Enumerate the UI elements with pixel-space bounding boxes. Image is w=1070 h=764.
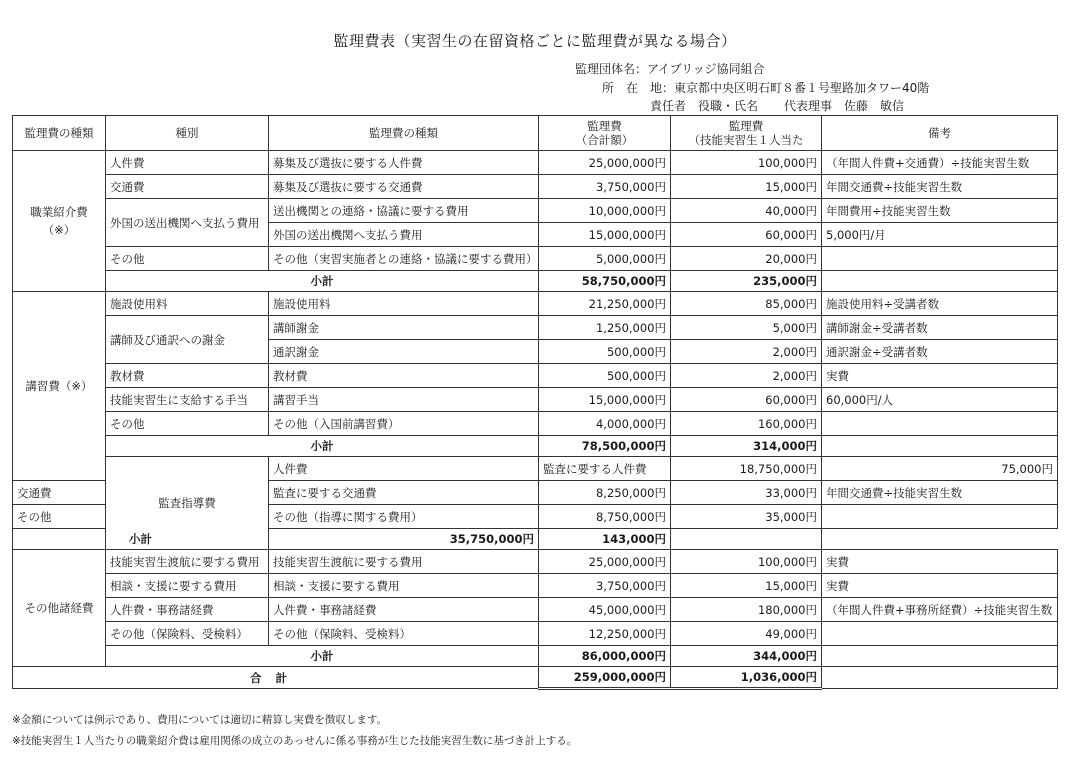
kind-cell: 人件費・事務諸経費 bbox=[106, 598, 269, 622]
table-row bbox=[13, 388, 1058, 412]
remarks-cell: 実費 bbox=[822, 574, 1058, 598]
table-row bbox=[13, 457, 1058, 481]
table-row bbox=[13, 412, 1058, 436]
total-cell: 1,250,000円 bbox=[539, 316, 671, 340]
subtotal-total: 86,000,000円 bbox=[539, 646, 671, 667]
header-kind: 種別 bbox=[106, 116, 269, 151]
remarks-cell: 講師謝金÷受講者数 bbox=[822, 316, 1058, 340]
header-total-main: 監理費 bbox=[587, 119, 622, 133]
per-person-cell: 5,000円 bbox=[671, 316, 822, 340]
footnote: ※技能実習生１人当たりの職業紹介費は雇用関係の成立のあっせんに係る事務が生じた技能実習生数に基づき計上する。 bbox=[12, 735, 578, 747]
org-person-line bbox=[650, 97, 904, 114]
total-cell: 25,000,000円 bbox=[539, 550, 671, 574]
org-address-line bbox=[602, 79, 929, 96]
detail-cell: 監査に要する交通費 bbox=[269, 481, 539, 505]
subtotal-row bbox=[13, 436, 1058, 457]
grand-total-per-person: 1,036,000円 bbox=[671, 667, 822, 689]
detail-cell: 講師謝金 bbox=[269, 316, 539, 340]
subtotal-remarks bbox=[671, 529, 822, 550]
org-address: 東京都中央区明石町８番１号聖路加タワー40階 bbox=[674, 81, 930, 95]
per-person-cell: 85,000円 bbox=[671, 292, 822, 316]
table-row bbox=[13, 199, 1058, 223]
detail-cell: 募集及び選抜に要する人件費 bbox=[269, 151, 539, 175]
table-row bbox=[13, 292, 1058, 316]
org-person-label: 責任者 役職・氏名 bbox=[650, 99, 759, 113]
document-title: 監理費表（実習生の在留資格ごとに監理費が異なる場合） bbox=[333, 32, 737, 50]
total-cell: 15,000,000円 bbox=[539, 388, 671, 412]
per-person-cell: 100,000円 bbox=[671, 550, 822, 574]
total-cell: 8,250,000円 bbox=[539, 481, 671, 505]
remarks-cell: 通訳謝金÷受講者数 bbox=[822, 340, 1058, 364]
kind-cell: 施設使用料 bbox=[106, 292, 269, 316]
detail-cell: その他（実習実施者との連絡・協議に要する費用） bbox=[269, 247, 539, 271]
per-person-cell: 20,000円 bbox=[671, 247, 822, 271]
remarks-cell: 実費 bbox=[822, 364, 1058, 388]
kind-cell: 外国の送出機関へ支払う費用 bbox=[106, 199, 269, 247]
per-person-cell: 100,000円 bbox=[671, 151, 822, 175]
kind-cell: 技能実習生に支給する手当 bbox=[106, 388, 269, 412]
header-total-sub: （合計額） bbox=[575, 133, 634, 147]
category-label: 職業紹介費 bbox=[30, 205, 88, 219]
kind-cell: 相談・支援に要する費用 bbox=[106, 574, 269, 598]
fee-table bbox=[12, 115, 1058, 690]
remarks-cell bbox=[822, 412, 1058, 436]
table-header-row bbox=[13, 116, 1058, 151]
remarks-cell: 実費 bbox=[822, 550, 1058, 574]
per-person-cell: 49,000円 bbox=[671, 622, 822, 646]
subtotal-total: 78,500,000円 bbox=[539, 436, 671, 457]
subtotal-label: 小計 bbox=[106, 436, 539, 457]
total-cell: 18,750,000円 bbox=[671, 457, 822, 481]
subtotal-row bbox=[13, 271, 1058, 292]
subtotal-per-person: 143,000円 bbox=[539, 529, 671, 550]
detail-cell: 監査に要する人件費 bbox=[539, 457, 671, 481]
remarks-cell bbox=[822, 247, 1058, 271]
org-name-label: 監理団体名： bbox=[575, 62, 648, 76]
kind-cell: 交通費 bbox=[13, 481, 106, 505]
detail-cell: 施設使用料 bbox=[269, 292, 539, 316]
remarks-cell bbox=[822, 505, 1058, 529]
remarks-cell: （年間人件費+交通費）÷技能実習生数 bbox=[822, 151, 1058, 175]
remarks-cell bbox=[822, 622, 1058, 646]
detail-cell: 通訳謝金 bbox=[269, 340, 539, 364]
per-person-cell: 60,000円 bbox=[671, 388, 822, 412]
subtotal-remarks bbox=[822, 436, 1058, 457]
remarks-cell: 5,000円/月 bbox=[822, 223, 1058, 247]
detail-cell: 技能実習生渡航に要する費用 bbox=[269, 550, 539, 574]
total-cell: 45,000,000円 bbox=[539, 598, 671, 622]
remarks-cell: （年間人件費+事務所経費）÷技能実習生数 bbox=[822, 598, 1058, 622]
subtotal-label: 小計 bbox=[13, 529, 269, 550]
detail-cell: 外国の送出機関へ支払う費用 bbox=[269, 223, 539, 247]
table-row bbox=[13, 175, 1058, 199]
table-row bbox=[13, 574, 1058, 598]
total-cell: 10,000,000円 bbox=[539, 199, 671, 223]
subtotal-label: 小計 bbox=[106, 271, 539, 292]
kind-cell: その他 bbox=[106, 412, 269, 436]
per-person-cell: 180,000円 bbox=[671, 598, 822, 622]
per-person-cell: 35,000円 bbox=[671, 505, 822, 529]
per-person-cell: 15,000円 bbox=[671, 574, 822, 598]
per-person-cell: 2,000円 bbox=[671, 340, 822, 364]
per-person-cell: 15,000円 bbox=[671, 175, 822, 199]
detail-cell: 講習手当 bbox=[269, 388, 539, 412]
kind-cell: その他（保険料、受検料） bbox=[106, 622, 269, 646]
grand-total-row bbox=[13, 667, 1058, 689]
detail-cell: その他（保険料、受検料） bbox=[269, 622, 539, 646]
remarks-cell: 60,000円/人 bbox=[822, 388, 1058, 412]
total-cell: 3,750,000円 bbox=[539, 175, 671, 199]
total-cell: 500,000円 bbox=[539, 364, 671, 388]
kind-cell: その他 bbox=[106, 247, 269, 271]
detail-cell: その他（指導に関する費用） bbox=[269, 505, 539, 529]
table-row bbox=[13, 622, 1058, 646]
total-cell: 3,750,000円 bbox=[539, 574, 671, 598]
subtotal-label: 小計 bbox=[106, 646, 539, 667]
table-row bbox=[13, 247, 1058, 271]
header-per-sub: （技能実習生１人当た bbox=[688, 133, 804, 147]
subtotal-row bbox=[13, 529, 1058, 550]
total-cell: 5,000,000円 bbox=[539, 247, 671, 271]
kind-cell: その他 bbox=[13, 505, 106, 529]
total-cell: 25,000,000円 bbox=[539, 151, 671, 175]
footnote: ※金額については例示であり、費用については適切に精算し実費を徴収します。 bbox=[12, 714, 388, 726]
kind-cell: 技能実習生渡航に要する費用 bbox=[106, 550, 269, 574]
total-cell: 8,750,000円 bbox=[539, 505, 671, 529]
grand-total-label: 合計 bbox=[13, 667, 539, 689]
subtotal-per-person: 314,000円 bbox=[671, 436, 822, 457]
org-person: 代表理事 佐藤 敏信 bbox=[784, 99, 905, 113]
remarks-cell: 施設使用料÷受講者数 bbox=[822, 292, 1058, 316]
total-cell: 15,000,000円 bbox=[539, 223, 671, 247]
subtotal-per-person: 235,000円 bbox=[671, 271, 822, 292]
header-remarks: 備考 bbox=[822, 116, 1058, 151]
kind-cell: 交通費 bbox=[106, 175, 269, 199]
table-row bbox=[13, 316, 1058, 340]
subtotal-remarks bbox=[822, 271, 1058, 292]
kind-cell: 教材費 bbox=[106, 364, 269, 388]
grand-total: 259,000,000円 bbox=[539, 667, 671, 689]
kind-cell: 人件費 bbox=[269, 457, 539, 481]
per-person-cell: 75,000円 bbox=[822, 457, 1058, 481]
kind-cell: 人件費 bbox=[106, 151, 269, 175]
subtotal-total: 58,750,000円 bbox=[539, 271, 671, 292]
per-person-cell: 60,000円 bbox=[671, 223, 822, 247]
total-cell: 4,000,000円 bbox=[539, 412, 671, 436]
detail-cell: その他（入国前講習費） bbox=[269, 412, 539, 436]
table-row bbox=[13, 598, 1058, 622]
total-cell: 21,250,000円 bbox=[539, 292, 671, 316]
category-cell: その他諸経費 bbox=[13, 550, 106, 667]
org-name-line bbox=[575, 60, 765, 77]
category-cell: 講習費（※） bbox=[13, 292, 106, 481]
remarks-cell: 年間交通費÷技能実習生数 bbox=[822, 175, 1058, 199]
category-cell: 監査指導費 bbox=[106, 457, 269, 550]
category-mark: （※） bbox=[42, 223, 76, 237]
total-cell: 12,250,000円 bbox=[539, 622, 671, 646]
org-name: アイブリッジ協同組合 bbox=[647, 62, 765, 76]
category-cell bbox=[13, 151, 106, 292]
per-person-cell: 33,000円 bbox=[671, 481, 822, 505]
total-cell: 500,000円 bbox=[539, 340, 671, 364]
per-person-cell: 2,000円 bbox=[671, 364, 822, 388]
table-row bbox=[13, 151, 1058, 175]
subtotal-remarks bbox=[822, 646, 1058, 667]
detail-cell: 相談・支援に要する費用 bbox=[269, 574, 539, 598]
detail-cell: 教材費 bbox=[269, 364, 539, 388]
subtotal-total: 35,750,000円 bbox=[269, 529, 539, 550]
table-row bbox=[13, 550, 1058, 574]
header-total bbox=[539, 116, 671, 151]
kind-cell: 講師及び通訳への謝金 bbox=[106, 316, 269, 364]
grand-total-remarks bbox=[822, 667, 1058, 689]
detail-cell: 募集及び選抜に要する交通費 bbox=[269, 175, 539, 199]
header-category: 監理費の種類 bbox=[13, 116, 106, 151]
header-per-person bbox=[671, 116, 822, 151]
remarks-cell: 年間交通費÷技能実習生数 bbox=[822, 481, 1058, 505]
per-person-cell: 160,000円 bbox=[671, 412, 822, 436]
org-address-label: 所 在 地： bbox=[602, 81, 675, 95]
header-per-main: 監理費 bbox=[728, 119, 764, 133]
remarks-cell: 年間費用÷技能実習生数 bbox=[822, 199, 1058, 223]
header-detail: 監理費の種類 bbox=[269, 116, 539, 151]
per-person-cell: 40,000円 bbox=[671, 199, 822, 223]
detail-cell: 人件費・事務諸経費 bbox=[269, 598, 539, 622]
detail-cell: 送出機関との連絡・協議に要する費用 bbox=[269, 199, 539, 223]
table-row bbox=[13, 364, 1058, 388]
subtotal-row bbox=[13, 646, 1058, 667]
subtotal-per-person: 344,000円 bbox=[671, 646, 822, 667]
